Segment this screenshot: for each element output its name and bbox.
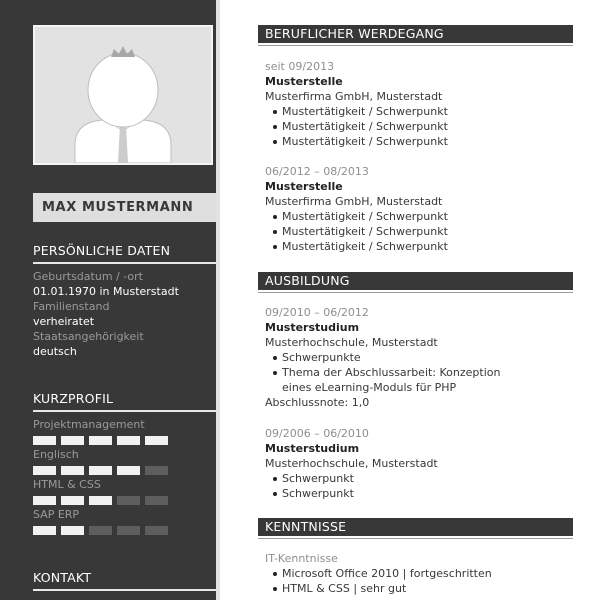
profile-photo: [33, 25, 213, 165]
skill-level-segment: [89, 526, 112, 535]
skill-level-segment: [117, 466, 140, 475]
skill-level-segment: [33, 496, 56, 505]
divider: [33, 262, 216, 264]
skill-level-segment: [145, 496, 168, 505]
divider: [33, 589, 216, 591]
personal-data-heading: PERSÖNLICHE DATEN: [33, 243, 171, 258]
skill-level-segment: [33, 436, 56, 445]
career-entry: [265, 164, 565, 254]
skill-level-bar: [33, 526, 168, 535]
entry-organization: Musterfirma GmbH, Musterstadt: [265, 90, 443, 103]
list-item: HTML & CSS | sehr gut: [265, 581, 565, 596]
education-entry: [265, 305, 565, 410]
entry-date: seit 09/2013: [265, 60, 335, 73]
list-item: Mustertätigkeit / Schwerpunkt: [265, 104, 565, 119]
skill-level-segment: [61, 436, 84, 445]
list-item: Schwerpunkt: [265, 486, 565, 501]
entry-organization: Musterfirma GmbH, Musterstadt: [265, 195, 443, 208]
list-item: Mustertätigkeit / Schwerpunkt: [265, 134, 565, 149]
skill-level-segment: [117, 526, 140, 535]
career-entry: [265, 59, 565, 149]
career-heading: BERUFLICHER WERDEGANG: [258, 25, 573, 43]
divider: [258, 538, 573, 539]
skill-level-segment: [33, 526, 56, 535]
skill-level-segment: [145, 526, 168, 535]
list-item: Thema der Abschlussarbeit: Konzeption eines eLearning-Moduls für PHP: [265, 365, 532, 395]
final-grade: Abschlussnote: 1,0: [265, 396, 370, 409]
avatar-placeholder-icon: [35, 27, 211, 163]
skill-level-segment: [145, 466, 168, 475]
family-status-label: Familienstand: [33, 300, 110, 313]
skills-heading: KENNTNISSE: [258, 518, 573, 536]
skill-label: Englisch: [33, 448, 79, 461]
nationality-label: Staatsangehörigkeit: [33, 330, 144, 343]
entry-title: Musterstelle: [265, 75, 343, 88]
list-item: Microsoft Office 2010 | fortgeschritten: [265, 566, 565, 581]
sidebar: [0, 0, 216, 600]
skill-level-segment: [89, 496, 112, 505]
education-heading: AUSBILDUNG: [258, 272, 573, 290]
entry-date: 06/2012 – 08/2013: [265, 165, 369, 178]
skills-entry: [265, 551, 565, 596]
skill-level-segment: [33, 466, 56, 475]
sidebar-edge: [216, 0, 220, 600]
divider: [258, 292, 573, 293]
skill-level-segment: [61, 496, 84, 505]
education-entry: [265, 426, 565, 501]
birth-value: 01.01.1970 in Musterstadt: [33, 285, 179, 298]
candidate-name: MAX MUSTERMANN: [33, 193, 216, 222]
profile-heading: KURZPROFIL: [33, 391, 114, 406]
it-skills-label: IT-Kenntnisse: [265, 552, 338, 565]
skill-level-segment: [61, 466, 84, 475]
skill-level-segment: [117, 496, 140, 505]
family-status-value: verheiratet: [33, 315, 95, 328]
entry-title: Musterstelle: [265, 180, 343, 193]
entry-date: 09/2006 – 06/2010: [265, 427, 369, 440]
skill-level-bar: [33, 496, 168, 505]
list-item: Schwerpunkt: [265, 471, 565, 486]
nationality-value: deutsch: [33, 345, 77, 358]
list-item: Mustertätigkeit / Schwerpunkt: [265, 224, 565, 239]
list-item: Mustertätigkeit / Schwerpunkt: [265, 209, 565, 224]
skill-level-segment: [61, 526, 84, 535]
list-item: Mustertätigkeit / Schwerpunkt: [265, 239, 565, 254]
contact-heading: KONTAKT: [33, 570, 92, 585]
entry-organization: Musterhochschule, Musterstadt: [265, 457, 438, 470]
list-item: Schwerpunkte: [265, 350, 565, 365]
entry-title: Musterstudium: [265, 321, 360, 334]
skill-level-segment: [145, 436, 168, 445]
entry-organization: Musterhochschule, Musterstadt: [265, 336, 438, 349]
birth-label: Geburtsdatum / -ort: [33, 270, 143, 283]
list-item: Mustertätigkeit / Schwerpunkt: [265, 119, 565, 134]
entry-date: 09/2010 – 06/2012: [265, 306, 369, 319]
skill-level-segment: [117, 436, 140, 445]
skill-label: Projektmanagement: [33, 418, 145, 431]
skill-label: SAP ERP: [33, 508, 80, 521]
skill-level-bar: [33, 466, 168, 475]
entry-title: Musterstudium: [265, 442, 360, 455]
skill-level-segment: [89, 466, 112, 475]
divider: [33, 410, 216, 412]
skill-label: HTML & CSS: [33, 478, 101, 491]
skill-level-segment: [89, 436, 112, 445]
divider: [258, 45, 573, 46]
skill-level-bar: [33, 436, 168, 445]
